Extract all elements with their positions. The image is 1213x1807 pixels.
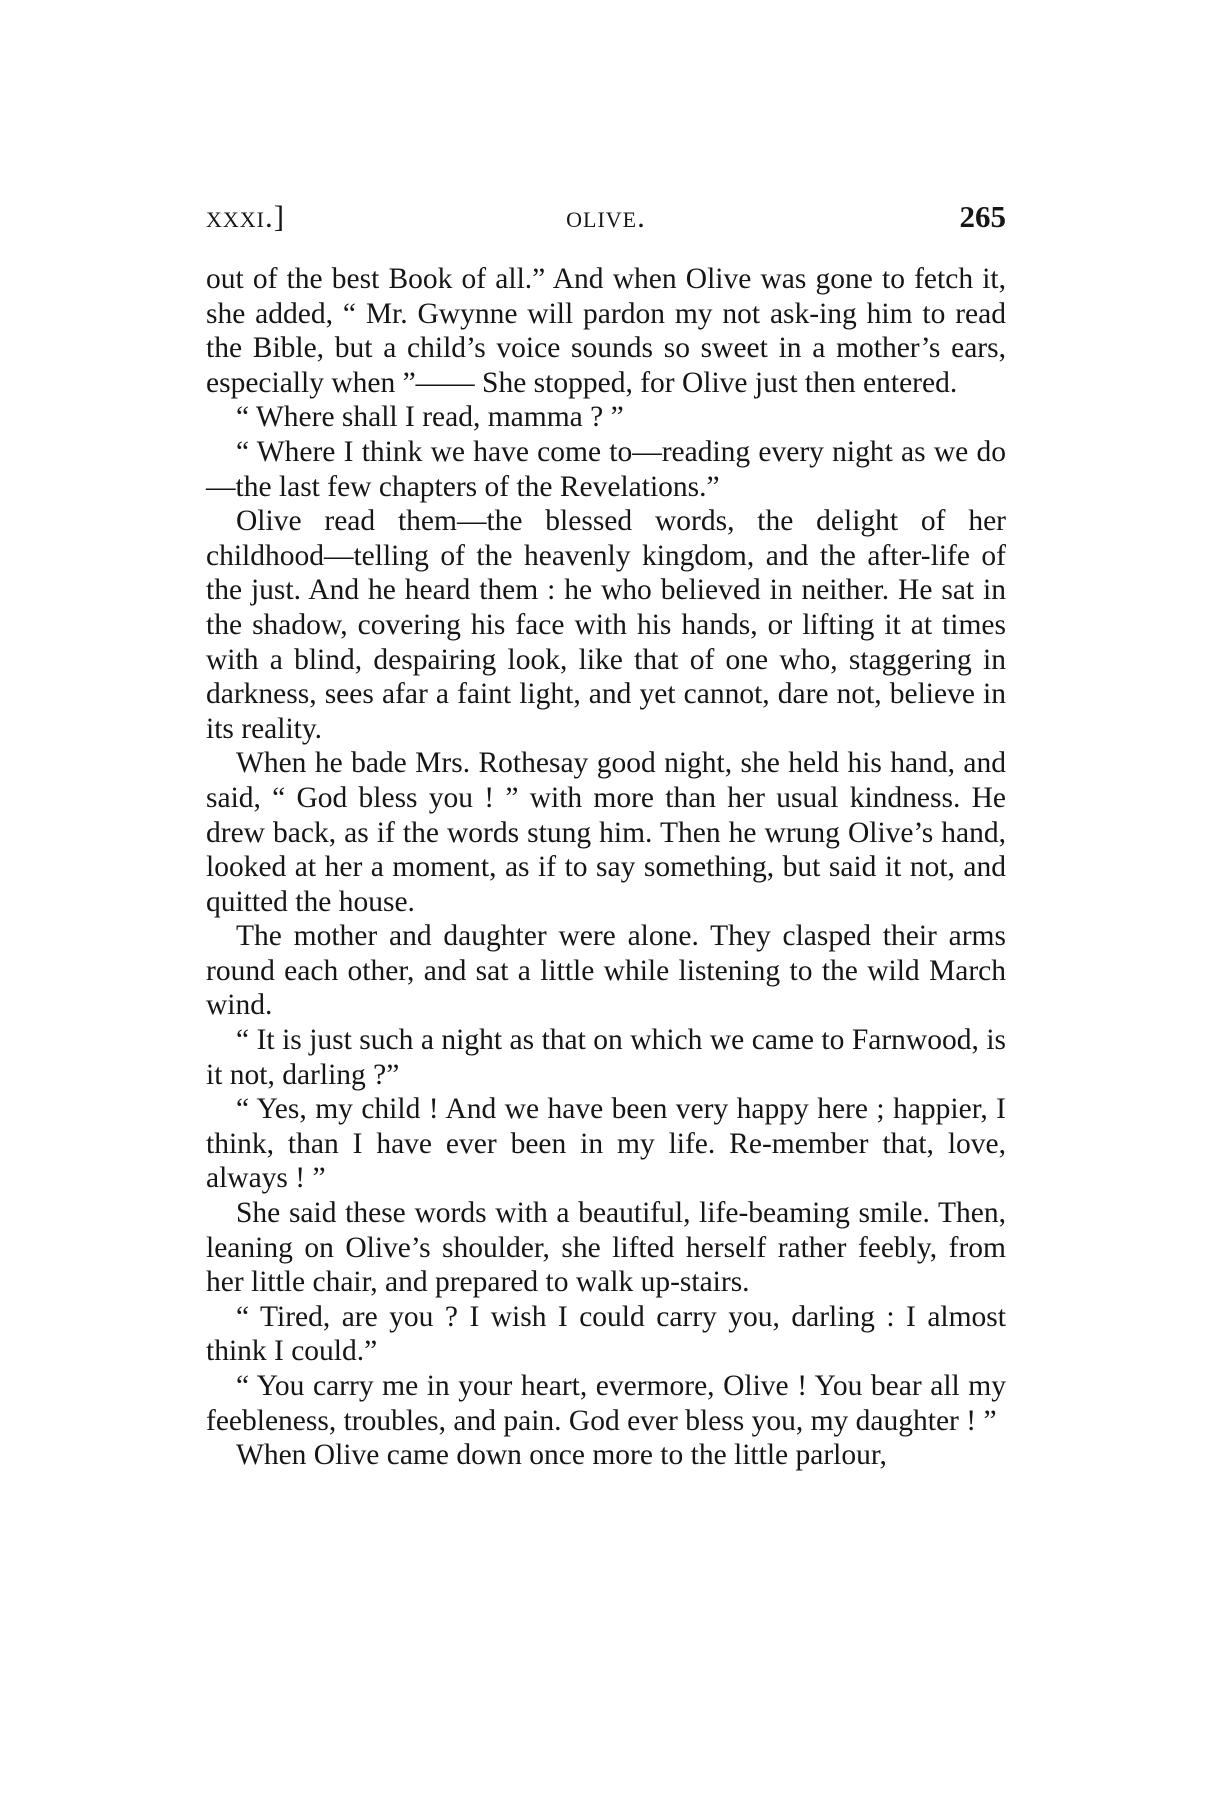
- paragraph: “ It is just such a night as that on which we came to Farnwood, is it not, darling ?”: [206, 1024, 1006, 1091]
- paragraph: “ Yes, my child ! And we have been very happy here ; happier, I think, than I have ever been in my life. Re-member that, love, always ! ”: [206, 1093, 1006, 1195]
- book-page: [206, 194, 1006, 1473]
- paragraph: out of the best Book of all.” And when Olive was gone to fetch it, she added, “ Mr. Gwynne will pardon my not ask-ing him to read the Bible, but a child’s voice sounds so sweet in a mother’s ears, especially when ”—— She stopped, for Olive just then entered.: [206, 263, 1006, 399]
- paragraph: She said these words with a beautiful, life-beaming smile. Then, leaning on Olive’s shoulder, she lifted herself rather feebly, from her little chair, and prepared to walk up-stairs.: [206, 1197, 1006, 1299]
- paragraph: “ Where I think we have come to—reading every night as we do—the last few chapters of the Revelations.”: [206, 435, 1006, 503]
- page-number: 265: [959, 199, 1006, 234]
- paragraph: “ Tired, are you ? I wish I could carry you, darling : I almost think I could.”: [206, 1300, 1006, 1368]
- paragraph: Olive read them—the blessed words, the delight of her childhood—telling of the heavenly kingdom, and the after-life of the just. And he heard them : he who believed in neither. He sat in the shadow, covering his face with his hands, or lifting it at times with a blind, despairing look, like that of one who, staggering in darkness, sees afar a faint light, and yet cannot, dare not, believe in its reality.: [206, 505, 1006, 745]
- book-title: olive.: [566, 199, 646, 234]
- body-text: [206, 262, 1006, 1473]
- paragraph: The mother and daughter were alone. They clasped their arms round each other, and sat a little while listening to the wild March wind.: [206, 920, 1006, 1022]
- paragraph: When he bade Mrs. Rothesay good night, she held his hand, and said, “ God bless you ! ” with more than her usual kindness. He drew back, as if the words stung him. Then he wrung Olive’s hand, looked at her a moment, as if to say something, but said it not, and quitted the house.: [206, 747, 1006, 918]
- paragraph: When Olive came down once more to the little parlour,: [236, 1439, 887, 1472]
- paragraph: “ Where shall I read, mamma ? ”: [236, 401, 624, 434]
- paragraph: “ You carry me in your heart, evermore, Olive ! You bear all my feebleness, troubles, and pain. God ever bless you, my daughter ! ”: [206, 1370, 1006, 1437]
- running-head: [206, 194, 1006, 240]
- chapter-number: xxxi.]: [206, 199, 286, 234]
